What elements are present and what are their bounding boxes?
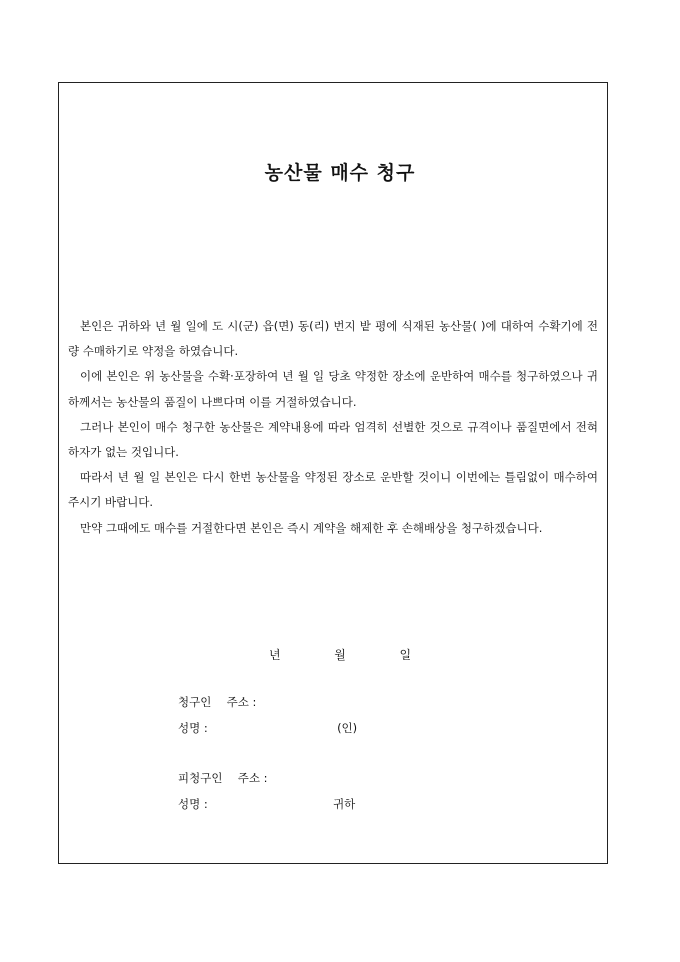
paragraph-damages: 만약 그때에도 매수를 거절한다면 본인은 즉시 계약을 해제한 후 손해배상을 청구하겠습니다. <box>80 520 543 535</box>
respondent-label: 피청구인 <box>178 771 223 785</box>
respondent-address-line <box>178 770 268 786</box>
document-body <box>68 314 598 541</box>
respondent-name-line <box>178 796 355 812</box>
respondent-honorific: 귀하 <box>333 797 356 811</box>
claimant-seal: (인) <box>337 721 358 735</box>
date-line <box>0 646 680 663</box>
date-month: 월 <box>334 648 346 662</box>
respondent-address-label: 주소 : <box>237 771 268 785</box>
date-day: 일 <box>399 648 412 662</box>
claimant-name-label: 성명 : <box>178 721 208 735</box>
document-title: 농산물 매수 청구 <box>264 162 416 184</box>
claimant-address-line <box>178 694 256 710</box>
paragraph-redelivery: 따라서 년 월 일 본인은 다시 한번 농산물을 약정된 장소로 운반할 것이니 이번에는 틀림없이 매수하여 주시기 바랍니다. <box>68 470 598 510</box>
paragraph-contract: 본인은 귀하와 년 월 일에 도 시(군) 읍(면) 동(리) 번지 밭 평에 식재된 농산물( )에 대하여 수확기에 전량 수매하기로 약정을 하였습니다. <box>68 319 598 359</box>
claimant-address-label: 주소 : <box>226 695 257 709</box>
paragraph-refusal: 이에 본인은 위 농산물을 수확·포장하여 년 월 일 당초 약정한 장소에 운반하여 매수를 청구하였으나 귀하께서는 농산물의 품질이 나쁘다며 이를 거절하였습니다. <box>68 369 598 409</box>
date-year: 년 <box>268 648 281 662</box>
respondent-name-label: 성명 : <box>178 797 208 811</box>
claimant-name-line <box>178 720 357 736</box>
paragraph-quality: 그러나 본인이 매수 청구한 농산물은 계약내용에 따라 엄격히 선별한 것으로 규격이나 품질면에서 전혀 하자가 없는 것입니다. <box>68 419 598 460</box>
claimant-label: 청구인 <box>178 695 212 709</box>
